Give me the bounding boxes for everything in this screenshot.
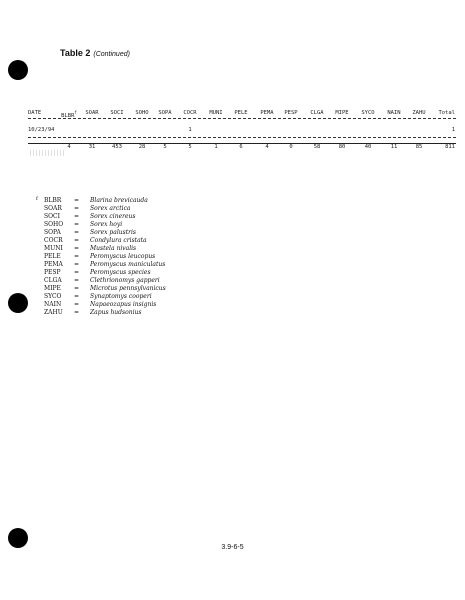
- column-header: DATE: [28, 110, 42, 116]
- species-name: Clethrionomys gapperi: [90, 277, 160, 284]
- column-header: BLBR$^f$: [61, 110, 77, 119]
- species-code: SOAR: [44, 205, 62, 212]
- table-row: [0, 127, 465, 135]
- species-code: SOPA: [44, 229, 61, 236]
- binder-hole-icon: [8, 60, 28, 80]
- footnote-marker: f: [36, 196, 38, 202]
- equals-sign: =: [74, 245, 80, 252]
- total-cell: 31: [88, 144, 96, 150]
- equals-sign: =: [74, 213, 80, 220]
- total-cell: 80: [338, 144, 346, 150]
- species-name: Sorex hoyi: [90, 221, 123, 228]
- total-cell: 5: [163, 144, 167, 150]
- table-header-row: [0, 110, 465, 118]
- species-code: ZAHU: [44, 309, 63, 316]
- date-cell: 10/23/94: [28, 127, 55, 133]
- species-code: COCR: [44, 237, 63, 244]
- column-header: SOPA: [158, 110, 172, 116]
- total-cell: 453: [112, 144, 122, 150]
- species-name: Peromyscus leucopus: [90, 253, 156, 260]
- species-name: Sorex cinereus: [90, 213, 136, 220]
- total-cell: 85: [415, 144, 423, 150]
- column-header: SOHO: [135, 110, 149, 116]
- column-header: PEMA: [260, 110, 274, 116]
- species-code: SYCO: [44, 293, 62, 300]
- total-cell: 40: [364, 144, 372, 150]
- total-cell: 28: [138, 144, 146, 150]
- species-name: Mustela nivalis: [90, 245, 137, 252]
- species-name: Zapus hudsonius: [90, 309, 142, 316]
- species-code: SOHO: [44, 221, 64, 228]
- equals-sign: =: [74, 197, 80, 204]
- total-cell: 4: [67, 144, 71, 150]
- equals-sign: =: [74, 309, 80, 316]
- total-cell: 6: [239, 144, 243, 150]
- body-rule: [28, 137, 456, 138]
- species-name: Peromyscus maniculatus: [90, 261, 166, 268]
- equals-sign: =: [74, 237, 80, 244]
- equals-sign: =: [74, 229, 80, 236]
- species-code: MIPE: [44, 285, 61, 292]
- column-header: NAIN: [387, 110, 401, 116]
- equals-sign: =: [74, 277, 80, 284]
- scan-smudge: [30, 150, 64, 156]
- count-cell: 1: [188, 127, 192, 133]
- equals-sign: =: [74, 221, 80, 228]
- column-header: PELE: [234, 110, 248, 116]
- table-title: [60, 48, 130, 58]
- species-code: BLBR: [44, 197, 62, 204]
- species-name: Napaeozapus insignis: [90, 301, 157, 308]
- total-cell: 58: [313, 144, 321, 150]
- equals-sign: =: [74, 205, 80, 212]
- column-header: MUNI: [209, 110, 223, 116]
- species-name: Microtus pennsylvanicus: [90, 285, 166, 292]
- species-code: PEMA: [44, 261, 63, 268]
- total-cell: 1: [214, 144, 218, 150]
- equals-sign: =: [74, 253, 80, 260]
- column-header: PESP: [284, 110, 298, 116]
- column-header: SOCI: [110, 110, 124, 116]
- equals-sign: =: [74, 269, 80, 276]
- total-cell: 5: [188, 144, 192, 150]
- header-rule: [28, 118, 456, 119]
- binder-hole-icon: [8, 293, 28, 313]
- species-name: Peromyscus species: [90, 269, 151, 276]
- total-cell: 0: [289, 144, 293, 150]
- species-code: MUNI: [44, 245, 63, 252]
- equals-sign: =: [74, 293, 80, 300]
- column-header: COCR: [183, 110, 197, 116]
- column-header: Total: [438, 110, 455, 116]
- equals-sign: =: [74, 285, 80, 292]
- column-header: MIPE: [335, 110, 349, 116]
- species-name: Synaptomys cooperi: [90, 293, 152, 300]
- species-code: PELE: [44, 253, 61, 260]
- table-title-main: Table 2: [60, 48, 91, 58]
- species-name: Condylura cristata: [90, 237, 147, 244]
- species-name: Sorex arctica: [90, 205, 131, 212]
- total-cell: 11: [390, 144, 398, 150]
- total-cell: 811: [445, 144, 455, 150]
- header-footnote-mark: f: [74, 110, 77, 115]
- species-code: NAIN: [44, 301, 62, 308]
- species-code: CLGA: [44, 277, 62, 284]
- table-totals-row: [0, 144, 465, 152]
- table-title-sub: (Continued): [93, 51, 130, 58]
- column-header: SOAR: [85, 110, 99, 116]
- species-code: SOCI: [44, 213, 60, 220]
- species-name: Blarina brevicauda: [90, 197, 148, 204]
- page-number: 3.9-6-5: [221, 544, 244, 551]
- total-cell: 4: [265, 144, 269, 150]
- species-code: PESP: [44, 269, 61, 276]
- count-cell: 1: [451, 127, 455, 133]
- column-header: CLGA: [310, 110, 324, 116]
- column-header: SYCO: [361, 110, 375, 116]
- column-header: ZAHU: [412, 110, 426, 116]
- species-name: Sorex palustris: [90, 229, 136, 236]
- equals-sign: =: [74, 261, 80, 268]
- equals-sign: =: [74, 301, 80, 308]
